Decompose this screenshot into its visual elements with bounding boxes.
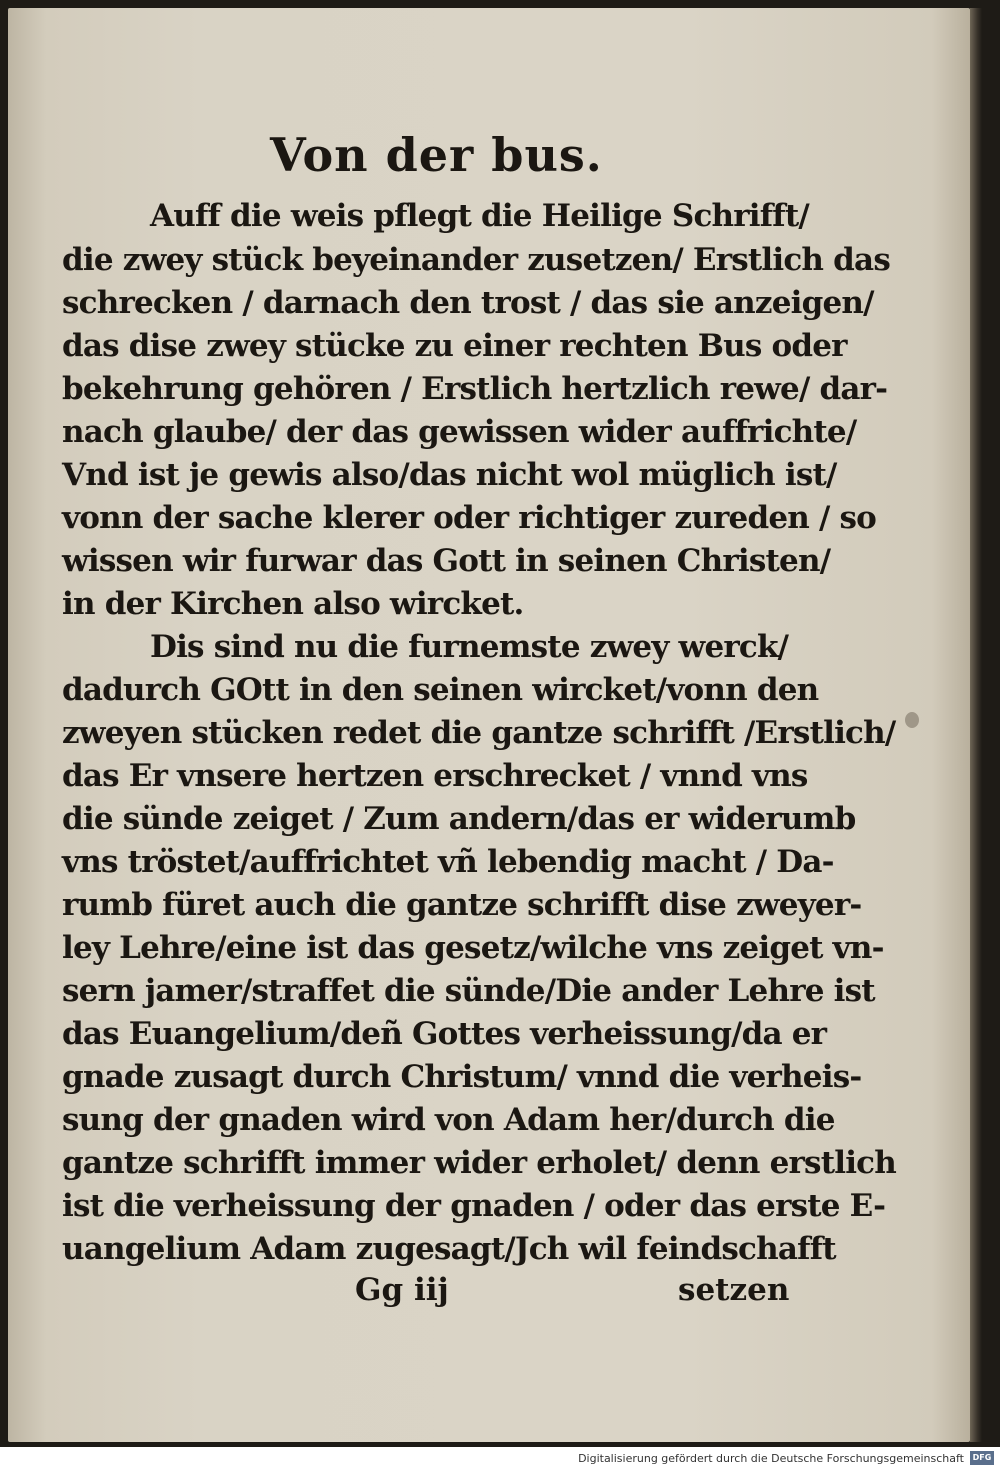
text-line-17: rumb füret auch die gantze schrifft dise zweyer- <box>62 887 862 923</box>
text-line-7: Vnd ist je gewis also/das nicht wol müglich ist/ <box>62 457 837 493</box>
text-line-20: das Euangelium/deñ Gottes verheissung/da er <box>62 1016 827 1052</box>
funding-credit: Digitalisierung gefördert durch die Deutsche Forschungsgemeinschaft <box>578 1452 964 1465</box>
text-line-15: die sünde zeiget / Zum andern/das er widerumb <box>62 801 856 837</box>
footer-bar <box>0 1447 1000 1470</box>
text-line-21: gnade zusagt durch Christum/ vnnd die verheis- <box>62 1059 862 1095</box>
text-line-5: bekehrung gehören / Erstlich hertzlich rewe/ dar- <box>62 371 888 407</box>
text-line-9: wissen wir furwar das Gott in seinen Christen/ <box>62 543 831 579</box>
catchword: setzen <box>678 1272 790 1308</box>
text-line-13: zweyen stücken redet die gantze schrifft /Erstlich/ <box>62 715 896 751</box>
dfg-logo: DFG <box>970 1451 994 1465</box>
text-line-22: sung der gnaden wird von Adam her/durch die <box>62 1102 835 1138</box>
text-line-24: ist die verheissung der gnaden / oder das erste E- <box>62 1188 886 1224</box>
text-line-11: Dis sind nu die furnemste zwey werck/ <box>150 629 789 665</box>
page-edge <box>970 8 982 1442</box>
signature-mark: Gg iij <box>355 1272 449 1308</box>
text-line-12: dadurch GOtt in den seinen wircket/vonn den <box>62 672 819 708</box>
text-line-16: vns tröstet/auffrichtet vñ lebendig macht / Da- <box>62 844 834 880</box>
text-line-4: das dise zwey stücke zu einer rechten Bus oder <box>62 328 847 364</box>
text-line-14: das Er vnsere hertzen erschrecket / vnnd vns <box>62 758 808 794</box>
text-line-10: in der Kirchen also wircket. <box>62 586 524 622</box>
text-line-19: sern jamer/straffet die sünde/Die ander Lehre ist <box>62 973 875 1009</box>
text-line-1: Auff die weis pflegt die Heilige Schrifft/ <box>150 198 809 234</box>
paper-stain <box>905 712 919 728</box>
text-line-18: ley Lehre/eine ist das gesetz/wilche vns zeiget vn- <box>62 930 884 966</box>
text-line-8: vonn der sache klerer oder richtiger zureden / so <box>62 500 877 536</box>
text-line-6: nach glaube/ der das gewissen wider auffrichte/ <box>62 414 857 450</box>
text-line-3: schrecken / darnach den trost / das sie anzeigen/ <box>62 285 874 321</box>
text-line-2: die zwey stück beyeinander zusetzen/ Erstlich das <box>62 242 890 278</box>
text-line-23: gantze schrifft immer wider erholet/ denn erstlich <box>62 1145 896 1181</box>
page-heading: Von der bus. <box>270 128 603 182</box>
text-line-25: uangelium Adam zugesagt/Jch wil feindschafft <box>62 1231 836 1267</box>
